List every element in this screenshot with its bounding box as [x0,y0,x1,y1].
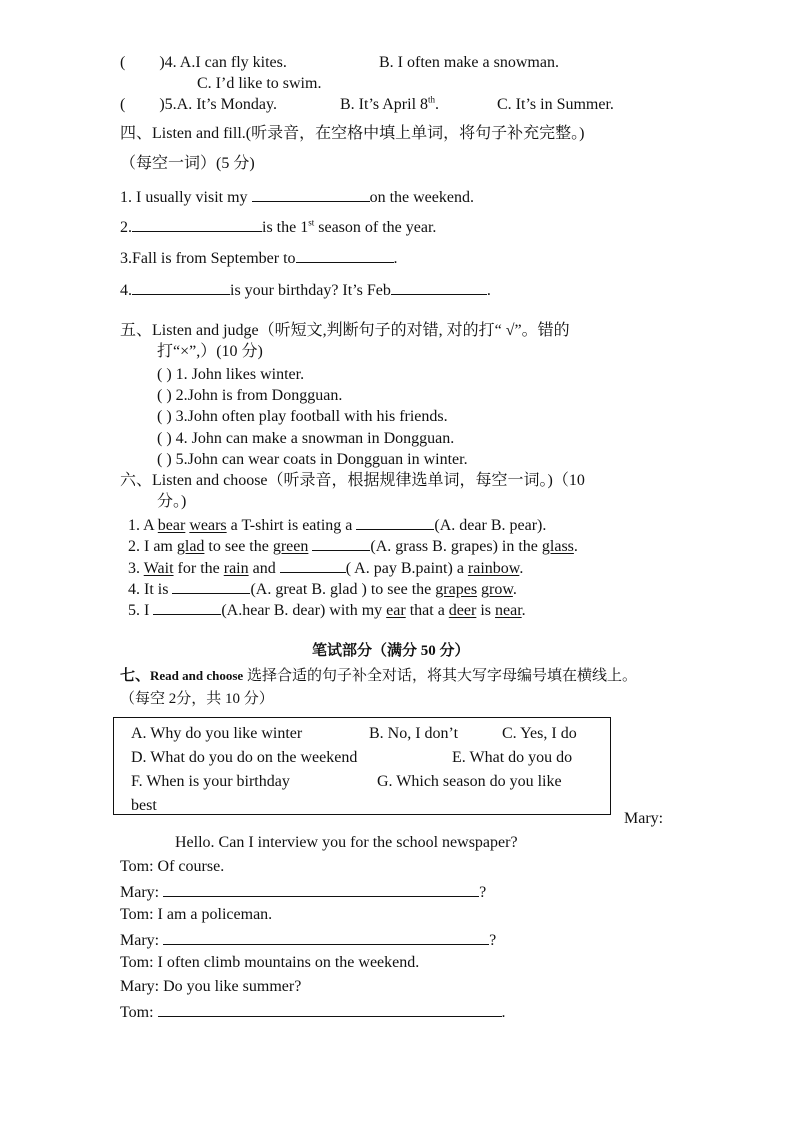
dialogue-line-4: Tom: I am a policeman. [120,906,273,923]
judge-item-3: ( ) 3.John often play football with his friends. [157,408,448,425]
fill-item-2-sup: st [308,217,315,228]
choose-blank[interactable] [153,599,221,615]
choose-item-3-text3: and [248,560,280,577]
fill-item-2-post: is the 1 [262,219,309,236]
dialogue-blank[interactable] [163,929,489,945]
dialogue-line-5 [120,929,496,951]
fill-blank[interactable] [132,279,230,295]
dialogue-line-6: Tom: I often climb mountains on the weekend. [120,954,420,971]
option-d: D. What do you do on the weekend [131,749,358,766]
q4-number: )4. [159,54,177,71]
choose-item-2-text: 2. I am [128,538,177,555]
underlined-word: rainbow [467,560,520,577]
q5-option-b-sup: th [428,94,436,105]
choose-item-5 [128,599,526,621]
choose-item-3-end: . [519,560,524,577]
fill-item-2-pre: 2. [120,219,132,236]
dialogue-speaker: Tom: [120,1004,154,1021]
choose-item-5-text2: that a [405,602,449,619]
underlined-word: wears [189,517,227,534]
fill-item-3 [120,247,398,269]
underlined-word: grapes [435,581,478,598]
fill-item-3-post: . [393,250,398,267]
judge-item-2: ( ) 2.John is from Dongguan. [157,387,343,404]
choose-item-4-text: 4. It is [128,581,173,598]
choose-item-4-options: (A. great B. glad ) to see the [250,581,436,598]
fill-item-1-post: on the weekend. [369,189,474,206]
option-a: A. Why do you like winter [131,725,303,742]
choose-item-5-options: (A.hear B. dear) with my [221,602,387,619]
q5-option-a: A. It’s Monday. [176,96,277,113]
option-e: E. What do you do [452,749,573,766]
dialogue-line-2: Tom: Of course. [120,858,225,875]
judge-item-1: ( ) 1. John likes winter. [157,366,305,383]
section6-title-line2: 分。) [157,493,187,510]
dialogue-line-3 [120,881,486,903]
section5-title: 五、Listen and judge（听短文,判断句子的对错, 对的打“ √”。错的 [120,322,570,339]
dialogue-speaker: Mary: [120,932,160,949]
fill-item-2 [120,216,436,238]
fill-item-4-post: . [486,282,491,299]
q5-row [120,95,277,115]
fill-item-4 [120,279,491,301]
choose-blank[interactable] [172,578,250,594]
dialogue-blank[interactable] [163,881,479,897]
choose-item-4 [128,578,517,600]
judge-item-4: ( ) 4. John can make a snowman in Dongguan. [157,430,455,447]
fill-blank[interactable] [252,186,370,202]
choose-item-1-text: 1. A [128,517,158,534]
section6-title: 六、Listen and choose（听录音，根据规律选单词，每空一词。)（10 [120,472,585,489]
q5-option-b-end: . [435,96,440,113]
underlined-word: Wait [143,560,174,577]
choose-blank[interactable] [280,557,346,573]
choose-item-1-options: (A. dear B. pear). [434,517,547,534]
fill-blank[interactable] [296,247,394,263]
q5-number: )5. [159,96,177,113]
judge-item-5: ( ) 5.John can wear coats in Dongguan in winter. [157,451,468,468]
fill-item-3-pre: 3.Fall is from September to [120,250,296,267]
fill-item-4-pre: 4. [120,282,132,299]
option-b: B. No, I don’t [369,725,459,742]
q4-paren: ( [120,54,126,71]
underlined-word: green [272,538,309,555]
q5-option-b-text: B. It’s April 8 [340,96,429,113]
dialogue-line-8-end: . [501,1004,506,1021]
q5-paren: ( [120,96,126,113]
choose-blank[interactable] [312,535,370,551]
section5-title-line2: 打“×”,）(10 分) [157,343,263,360]
choose-item-4-end: . [512,581,517,598]
choose-item-2-options: (A. grass B. grapes) in the [370,538,542,555]
section7-number: 七、 [120,668,151,684]
dialogue-line-5-end: ? [489,932,497,949]
section4-title: 四、Listen and fill.(听录音，在空格中填上单词，将句子补充完整。) [120,125,585,142]
q4-option-b: B. I often make a snowman. [379,54,559,71]
dialogue-line-1: Hello. Can I interview you for the school newspaper? [175,834,518,851]
underlined-word: rain [223,560,249,577]
underlined-word: bear [157,517,186,534]
q5-option-b [340,95,439,115]
fill-blank[interactable] [132,216,262,232]
choose-item-3-options: ( A. pay B.paint) a [345,560,468,577]
q5-option-c: C. It’s in Summer. [497,96,614,113]
dialogue-blank[interactable] [158,1001,502,1017]
dialogue-speaker: Mary: [120,884,160,901]
choose-item-2 [128,535,578,557]
fill-item-2-post2: season of the year. [314,219,437,236]
choose-item-2-text2: to see the [204,538,273,555]
fill-item-4-mid: is your birthday? It’s Feb [230,282,391,299]
choose-item-3-text: 3. [128,560,144,577]
option-f: F. When is your birthday [131,773,290,790]
section7-title [120,666,637,686]
underlined-word: near [495,602,522,619]
q4-option-c: C. I’d like to swim. [197,75,322,92]
written-part-heading: 笔试部分（满分 50 分） [312,643,470,659]
underlined-word: grow [481,581,513,598]
choose-item-3 [128,557,523,579]
choose-item-1 [128,514,546,536]
choose-item-5-text3: is [476,602,495,619]
option-c: C. Yes, I do [502,725,577,742]
option-g: G. Which season do you like [377,773,562,790]
underlined-word: glad [176,538,205,555]
choose-item-5-text: 5. I [128,602,154,619]
choose-item-3-text2: for the [173,560,224,577]
mary-label: Mary: [624,810,664,827]
choose-item-1-text2: a T-shirt is eating a [226,517,357,534]
choose-blank[interactable] [356,514,434,530]
option-g-cont: best [131,797,157,814]
fill-blank[interactable] [391,279,487,295]
section7-title-cn: 选择合适的句子补全对话，将其大写字母编号填在横线上。 [243,668,637,684]
section7-title-en: Read and choose [150,668,244,683]
underlined-word: deer [448,602,477,619]
section4-note: （每空一词）(5 分) [120,155,255,172]
dialogue-line-7: Mary: Do you like summer? [120,978,302,995]
dialogue-line-3-end: ? [479,884,487,901]
choose-item-5-end: . [521,602,526,619]
section7-note: （每空 2分，共 10 分） [120,691,274,707]
fill-item-1 [120,186,474,208]
q4-option-a: A.I can fly kites. [179,54,287,71]
underlined-word: glass [541,538,574,555]
choose-item-2-end: . [573,538,578,555]
q4-row [120,53,287,73]
dialogue-line-8 [120,1001,506,1023]
fill-item-1-pre: 1. I usually visit my [120,189,252,206]
underlined-word: ear [386,602,406,619]
